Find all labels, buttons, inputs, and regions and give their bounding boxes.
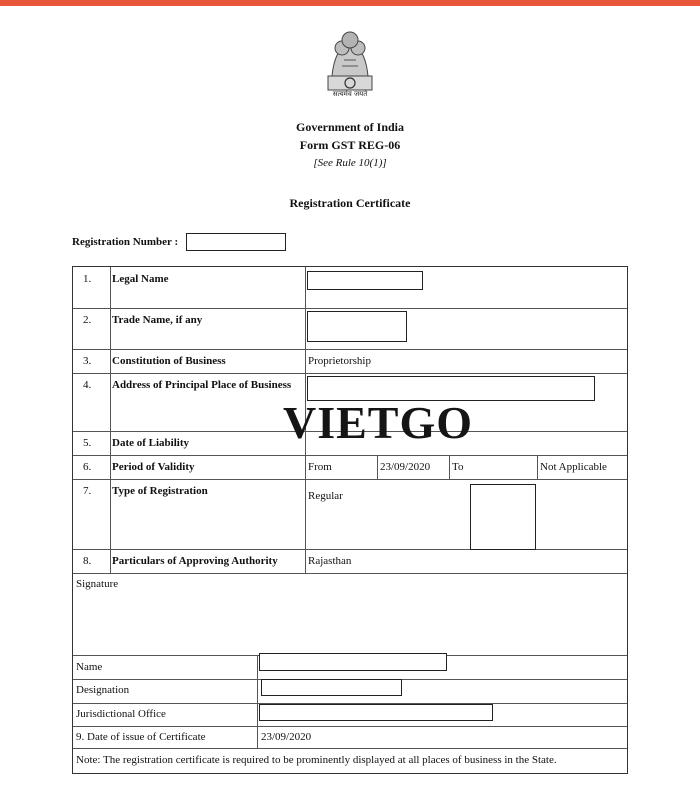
emblem-motto: सत्यमेव जयते [332,90,368,98]
national-emblem-icon [322,26,378,96]
row-number: 7. [83,485,92,497]
jurisdictional-office-redacted [259,704,493,721]
designation-label: Designation [76,684,130,696]
top-accent-bar [0,0,700,6]
trade-name-redacted [307,311,407,342]
registration-number-redacted [186,233,286,251]
government-heading: Government of India [296,120,404,134]
name-label: Name [76,661,103,673]
registration-type-value: Regular [308,490,343,502]
certificate-table [72,266,628,774]
row-number: 6. [83,461,92,473]
date-of-liability-label: Date of Liability [112,437,189,449]
display-note: Note: The registration certificate is required to be prominently displayed at all places of business in the State. [76,754,557,766]
legal-name-label: Legal Name [112,273,169,285]
legal-name-redacted [307,271,423,290]
registration-type-label: Type of Registration [112,485,208,497]
registration-number-label: Registration Number : [72,236,179,248]
issue-date-value: 23/09/2020 [261,731,312,743]
validity-from-label: From [308,461,332,473]
period-of-validity-label: Period of Validity [112,461,195,473]
row-number: 1. [83,273,92,285]
validity-to-value: Not Applicable [540,461,607,473]
rule-reference: [See Rule 10(1)] [313,157,387,169]
constitution-label: Constitution of Business [112,355,226,367]
trade-name-label: Trade Name, if any [112,314,203,326]
signature-label: Signature [76,578,119,590]
vietgo-watermark: VIETGO [283,397,474,448]
row-number: 3. [83,355,92,367]
row-number: 8. [83,555,92,567]
validity-to-label: To [452,461,464,473]
designation-redacted [261,679,402,696]
photo-redacted [470,484,536,550]
issue-date-label: 9. Date of issue of Certificate [76,731,206,743]
address-label: Address of Principal Place of Business [112,379,292,391]
constitution-value: Proprietorship [308,355,371,367]
approving-authority-label: Particulars of Approving Authority [112,555,278,567]
jurisdictional-office-label: Jurisdictional Office [76,708,166,720]
certificate-title: Registration Certificate [289,196,411,210]
form-heading: Form GST REG-06 [299,138,401,152]
row-number: 5. [83,437,92,449]
row-number: 4. [83,379,92,391]
validity-from-value: 23/09/2020 [380,461,431,473]
row-number: 2. [83,314,92,326]
approving-authority-value: Rajasthan [308,555,352,567]
officer-name-redacted [259,653,447,671]
